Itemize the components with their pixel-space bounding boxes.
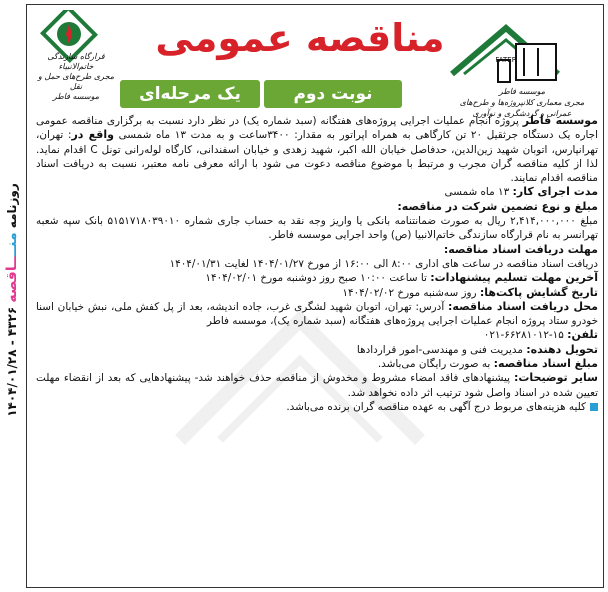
tel-label: تلفن: — [567, 328, 598, 342]
intro-text: پروژه انجام عملیات اجرایی پروژه‌های هفتگانه (سبد شماره یک) در نظر دارد نسبت به برگزاری مناقصه عمومی اجاره یک دستگاه جرثقیل ۲۰ تن کارگاهی به همراه اپراتور به مقدار: ۳۴۰۰ساعت و به مدت ۱۳ ماه شمسی — [36, 115, 598, 142]
location-label: واقع در — [71, 128, 114, 142]
stage-badge: یک مرحله‌ای — [120, 80, 260, 108]
opening-label: تاریخ گشایش پاکت‌ها: — [479, 285, 598, 299]
opening-line — [36, 286, 598, 300]
tel-value: ۱۵-۶۶۲۸۱۰۱۲-۰۲۱ — [483, 329, 568, 342]
other-line — [36, 371, 598, 400]
cost-text: کلیه هزینه‌های مربوط درج آگهی به عهده مناقصه گران برنده می‌باشد. — [286, 400, 586, 413]
place-label: محل دریافت اسناد مناقصه: — [448, 299, 598, 313]
bullet-square-icon — [590, 403, 598, 411]
delivery-line — [36, 343, 598, 357]
delivery-label: تحویل دهنده: — [526, 342, 598, 356]
newspaper-name-b: ــاقصه — [4, 256, 20, 303]
guarantee-text: مبلغ ۲,۴۱۴,۰۰۰,۰۰۰ ریال به صورت ضمانتنامه بانکی یا واریز وجه نقد به حساب جاری شماره ۵۱۵۱۷۱۸۰۳۹۰۱۰ بانک سپه شعبه تهرانسر به نام قرارگاه سازندگی خاتم‌الانبیا (ص) واحد اجرایی موسسه فاطر. — [36, 215, 598, 242]
price-label: مبلغ اسناد مناقصه: — [493, 357, 598, 371]
newspaper-name-a: منــ — [4, 232, 20, 257]
price-value: به صورت رایگان می‌باشد. — [377, 358, 494, 371]
deadline-docs-text: دریافت اسناد مناقصه در ساعت های اداری ۸:۰۰ الی ۱۶:۰۰ از مورخ ۱۴۰۴/۰۱/۲۷ لغایت ۱۴۰۴/۰۱/۳۱ — [169, 257, 598, 270]
org-caption: موسسه فاطر مجری معماری کلانپروژه‌ها و طرح‌های عمرانی و گردشگری و نوآوری — [459, 87, 585, 118]
other-label: سایر توضیحات: — [513, 371, 598, 385]
location-text: : تهران، تهرانپارس، اتوبان شهید زین‌الدین، حدفاصل خیابان الله اکبر، شهید زهدی و خیابان اسفندانی، کارگاه لوله‌رانی تونل C اقدام نماید. لذا از کلیه مناقصه گران مجرب و مرتبط با موضوع مناقصه دعوت می شود با ارائه معرفی نامه معتبر، نسبت به دریافت اسناد مناقصه اقدام نمایند. — [36, 129, 598, 185]
newspaper-label: روزنامه — [5, 183, 19, 233]
issue-number: ۴۳۲۶ - ۱۴۰۴/۰۱/۲۸ — [5, 302, 19, 417]
place-line — [36, 300, 598, 329]
deadline-docs-heading: مهلت دریافت اسناد مناقصه: — [443, 242, 598, 256]
deadline-offer-label: آخرین مهلت تسلیم پیشنهادات: — [430, 271, 598, 285]
delivery-value: مدیریت فنی و مهندسی-امور قراردادها — [356, 343, 527, 356]
tel-line — [36, 328, 598, 342]
round-badge: نوبت دوم — [264, 80, 402, 108]
other-value: پیشنهادهای فاقد امضاء مشروط و مخدوش از مناقصه حذف خواهند شد- پیشنهادهایی که بعد از انقضاء مهلت تعیین شده در اسناد واصل شود ترتیب اثر داده نخواهد شد. — [36, 372, 598, 399]
opening-value: روز سه‌شنبه مورخ ۱۴۰۴/۰۲/۰۲ — [342, 286, 480, 299]
duration-label: مدت اجرای کار: — [512, 185, 598, 199]
side-caption — [4, 183, 20, 417]
deadline-offer-line — [36, 271, 598, 285]
place-value: آدرس: تهران، اتوبان شهید لشگری غرب، جاده اندیشه، بعد از پل کفش ملی، نبش خیابان اسنا خودرو ستاد پروژه انجام عملیات اجرایی پروژه‌های هفتگانه (سبد شماره یک)، موسسه فاطر — [36, 300, 598, 328]
ad-body — [36, 114, 598, 414]
signature-text: قرارگاه سازندگی خاتم‌الانبیاء مجری طرح‌های حمل و نقل موسسه فاطر — [37, 52, 115, 101]
duration-line — [36, 185, 598, 199]
ad-title: مناقصه عمومی — [155, 16, 445, 60]
intro-label: موسسه فاطر — [522, 114, 598, 127]
price-line — [36, 357, 598, 371]
intro-paragraph — [36, 114, 598, 185]
guarantee-heading: مبلغ و نوع تضمین شرکت در مناقصه: — [397, 199, 598, 213]
side-strip — [0, 0, 24, 592]
duration-value: ۱۳ ماه شمسی — [444, 186, 513, 199]
logo-text: FATER — [495, 56, 517, 64]
deadline-offer-value: تا ساعت ۱۰:۰۰ صبح روز دوشنبه مورخ ۱۴۰۴/۰۲/۰۱ — [205, 272, 431, 285]
cost-line — [36, 400, 598, 414]
